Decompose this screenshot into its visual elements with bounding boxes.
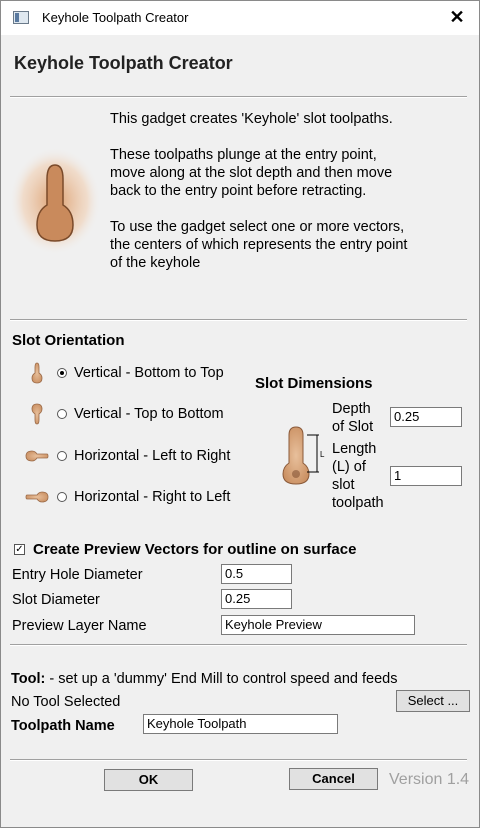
option-label: Vertical - Top to Bottom <box>74 406 224 422</box>
keyhole-vertical-up-icon <box>25 363 49 383</box>
slot-dimensions-title: Slot Dimensions <box>255 375 373 392</box>
entry-hole-diameter-input[interactable]: 0.5 <box>221 564 292 584</box>
slot-diameter-input[interactable]: 0.25 <box>221 589 292 609</box>
slot-diameter-label: Slot Diameter <box>12 592 100 608</box>
app-window-icon <box>13 11 29 24</box>
depth-label <box>332 400 373 436</box>
create-preview-label: Create Preview Vectors for outline on surface <box>33 541 357 558</box>
tool-description <box>11 670 471 688</box>
version-label: Version 1.4 <box>389 771 470 788</box>
close-icon[interactable]: ✕ <box>449 7 465 27</box>
preview-layer-label: Preview Layer Name <box>12 618 147 634</box>
keyhole-horizontal-left-icon <box>25 487 49 507</box>
radio-button[interactable] <box>57 451 67 461</box>
option-label: Horizontal - Right to Left <box>74 489 231 505</box>
slot-orientation-title: Slot Orientation <box>12 332 125 349</box>
intro-paragraph: This gadget creates 'Keyhole' slot toolpaths. <box>110 111 393 127</box>
entry-hole-label: Entry Hole Diameter <box>12 567 143 583</box>
orientation-option-horizontal-right-to-left[interactable] <box>25 486 230 508</box>
orientation-option-horizontal-left-to-right[interactable] <box>25 445 230 467</box>
intro-paragraph: These toolpaths plunge at the entry point, move along at the slot depth and then move back to the entry point before retracting. <box>110 147 393 199</box>
slot-length-input[interactable]: 1 <box>390 466 462 486</box>
intro-paragraph: To use the gadget select one or more vectors, the centers of which represents the entry point of the keyhole <box>110 219 408 271</box>
preview-layer-name-input[interactable]: Keyhole Preview <box>221 615 415 635</box>
radio-button[interactable] <box>57 492 67 502</box>
divider <box>10 644 467 646</box>
option-label: Vertical - Bottom to Top <box>74 365 224 381</box>
title-bar <box>1 1 479 35</box>
option-label: Horizontal - Left to Right <box>74 448 231 464</box>
tool-description-text: - set up a 'dummy' End Mill to control speed and feeds <box>45 671 398 687</box>
page-title: Keyhole Toolpath Creator <box>14 53 233 73</box>
orientation-option-vertical-top-to-bottom[interactable] <box>25 403 224 425</box>
slot-dimension-diagram-icon <box>279 425 329 487</box>
toolpath-name-input[interactable]: Keyhole Toolpath <box>143 714 338 734</box>
length-label <box>332 440 384 512</box>
keyhole-illustration-icon <box>7 143 103 255</box>
radio-button[interactable] <box>57 409 67 419</box>
select-tool-button[interactable]: Select ... <box>396 690 470 712</box>
toolpath-name-label: Toolpath Name <box>11 718 115 734</box>
tool-status: No Tool Selected <box>11 694 121 710</box>
cancel-button[interactable]: Cancel <box>289 768 378 790</box>
length-label-line: (L) of <box>332 459 366 475</box>
length-label-line: slot <box>332 477 355 493</box>
slot-depth-input[interactable]: 0.25 <box>390 407 462 427</box>
ok-button[interactable]: OK <box>104 769 193 791</box>
length-label-line: toolpath <box>332 495 384 511</box>
tool-label: Tool: <box>11 671 46 687</box>
intro-text <box>110 110 410 290</box>
divider <box>10 96 467 98</box>
divider <box>10 319 467 321</box>
depth-label-line: of Slot <box>332 419 374 435</box>
create-preview-checkbox[interactable]: ✓ <box>15 544 24 555</box>
radio-button[interactable] <box>57 368 67 378</box>
orientation-option-vertical-bottom-to-top[interactable] <box>25 362 224 384</box>
keyhole-horizontal-right-icon <box>25 446 49 466</box>
diagram-length-label: L <box>320 450 325 459</box>
length-label-line: Length <box>332 441 377 457</box>
window-title: Keyhole Toolpath Creator <box>42 10 189 25</box>
keyhole-vertical-down-icon <box>25 404 49 424</box>
depth-label-line: Depth <box>332 401 371 417</box>
divider <box>10 759 467 761</box>
